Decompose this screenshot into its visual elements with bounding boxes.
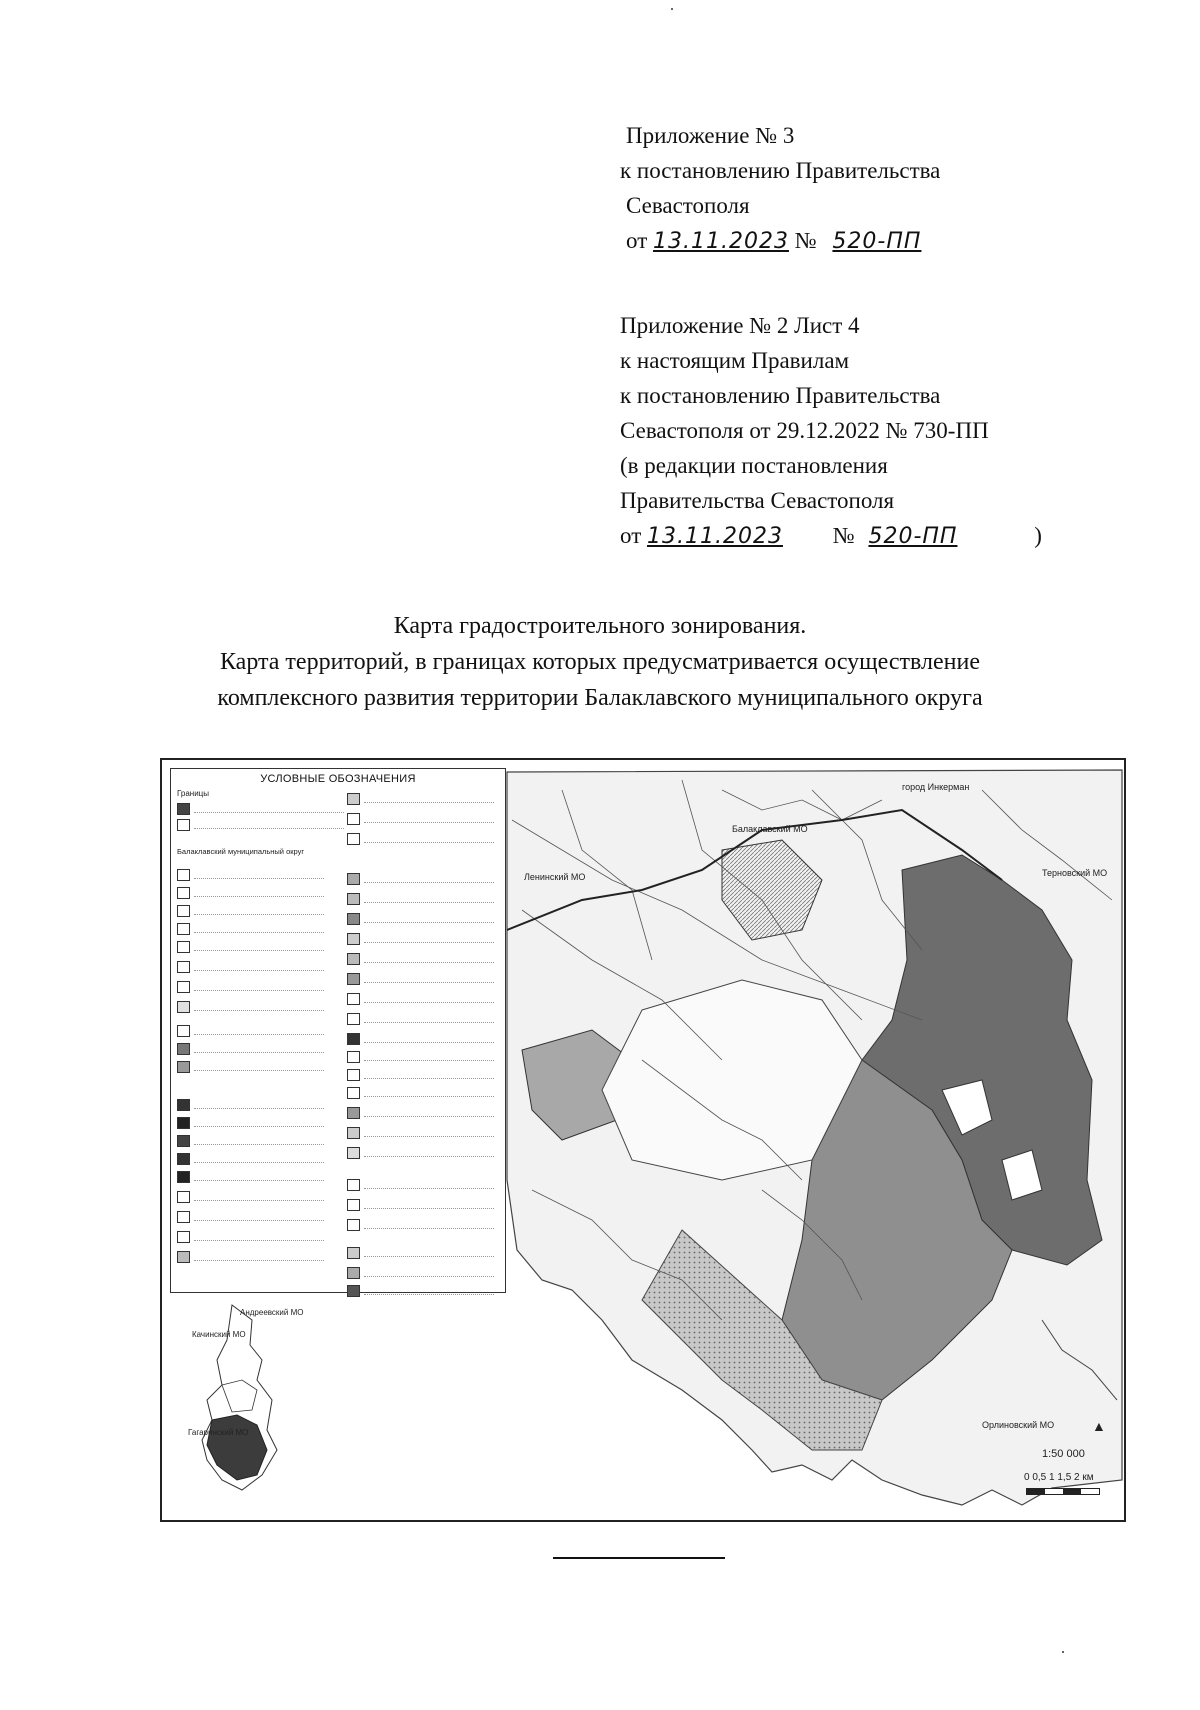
appendix2-line5: (в редакции постановления (620, 453, 888, 478)
legend-item (347, 933, 494, 945)
district-label: Гагаринский МО (188, 1428, 249, 1437)
legend-item (177, 905, 324, 917)
legend-item (347, 1013, 494, 1025)
district-label: Ленинский МО (524, 872, 586, 882)
appendix3-title: Приложение № 3 (626, 123, 795, 148)
bottom-separator (553, 1557, 725, 1559)
zoning-map (160, 758, 1126, 1522)
handwritten-number: 520-ПП (868, 524, 958, 549)
appendix3-line2: к постановлению Правительства (620, 158, 941, 183)
legend-item (177, 981, 324, 993)
district-label: Терновский МО (1042, 868, 1108, 878)
legend-item (347, 813, 494, 825)
legend-item (177, 887, 324, 899)
legend-item (347, 1127, 494, 1139)
legend-item (347, 833, 494, 845)
appendix2-line2: к настоящим Правилам (620, 348, 850, 373)
document-title (0, 608, 1200, 716)
closing-paren: ) (1034, 523, 1042, 548)
title-line-3: комплексного развития территории Балаклавского муниципального округа (217, 685, 983, 711)
date-prefix: от (620, 523, 642, 548)
appendix2-line6: Правительства Севастополя (620, 488, 895, 513)
legend-item (177, 923, 324, 935)
appendix2-line3: к постановлению Правительства (620, 383, 941, 408)
legend-item (347, 793, 494, 805)
legend-item (347, 1087, 494, 1099)
district-label: Орлиновский МО (982, 1420, 1055, 1430)
date-prefix: от (626, 228, 648, 253)
legend-item (347, 973, 494, 985)
appendix2-line4: Севастополя от 29.12.2022 № 730-ПП (620, 418, 989, 443)
appendix3-line3: Севастополя (626, 193, 750, 218)
appendix2-block (620, 308, 1042, 554)
legend-item (177, 961, 324, 973)
map-legend (170, 768, 506, 1293)
district-label: Балаклавский МО (732, 824, 808, 834)
legend-item (177, 869, 324, 881)
legend-item (347, 1069, 494, 1081)
appendix3-block (620, 118, 940, 259)
legend-item (177, 803, 344, 815)
legend-item (347, 1219, 494, 1231)
legend-item (177, 1191, 324, 1203)
scale-bar (1026, 1488, 1100, 1495)
legend-heading-zone: Балаклавский муниципальный округ (177, 847, 305, 856)
handwritten-number: 520-ПП (832, 229, 922, 254)
legend-item (347, 1199, 494, 1211)
legend-item (177, 1061, 324, 1073)
legend-item (347, 893, 494, 905)
legend-item (177, 1211, 324, 1223)
north-arrow-icon: ▲ (1092, 1420, 1106, 1435)
legend-item (347, 873, 494, 885)
scan-speck (671, 8, 673, 10)
legend-item (177, 1025, 324, 1037)
legend-item (347, 1147, 494, 1159)
district-label: Качинский МО (192, 1330, 246, 1339)
appendix2-title: Приложение № 2 Лист 4 (620, 313, 860, 338)
legend-item (347, 1179, 494, 1191)
legend-item (347, 1033, 494, 1045)
district-label: Андреевский МО (240, 1308, 304, 1317)
number-prefix: № (832, 523, 855, 548)
legend-item (177, 1001, 324, 1013)
legend-item (347, 913, 494, 925)
legend-item (177, 941, 324, 953)
title-line-1: Карта градостроительного зонирования. (393, 613, 807, 639)
legend-item (347, 1267, 494, 1279)
appendix2-date-line (620, 518, 1042, 554)
legend-item (177, 819, 344, 831)
legend-item (177, 1171, 324, 1183)
handwritten-date: 13.11.2023 (647, 524, 783, 549)
legend-item (347, 1247, 494, 1259)
handwritten-date: 13.11.2023 (653, 229, 789, 254)
legend-item (347, 993, 494, 1005)
legend-item (177, 1231, 324, 1243)
legend-title: УСЛОВНЫЕ ОБОЗНАЧЕНИЯ (260, 773, 416, 785)
legend-heading-borders: Границы (177, 789, 209, 798)
district-label: город Инкерман (902, 782, 970, 792)
legend-item (177, 1043, 324, 1055)
scale-ratio: 1:50 000 (1042, 1448, 1085, 1460)
legend-item (177, 1117, 324, 1129)
scale-units: 0 0,5 1 1,5 2 км (1024, 1472, 1094, 1483)
appendix3-date-line (620, 223, 940, 259)
legend-item (347, 1285, 494, 1297)
scan-speck (1062, 1651, 1064, 1653)
title-line-2: Карта территорий, в границах которых предусматривается осуществление (219, 649, 981, 675)
legend-item (177, 1251, 324, 1263)
legend-item (347, 953, 494, 965)
number-prefix: № (794, 228, 817, 253)
legend-item (347, 1051, 494, 1063)
legend-item (177, 1099, 324, 1111)
legend-item (177, 1153, 324, 1165)
legend-item (347, 1107, 494, 1119)
legend-item (177, 1135, 324, 1147)
